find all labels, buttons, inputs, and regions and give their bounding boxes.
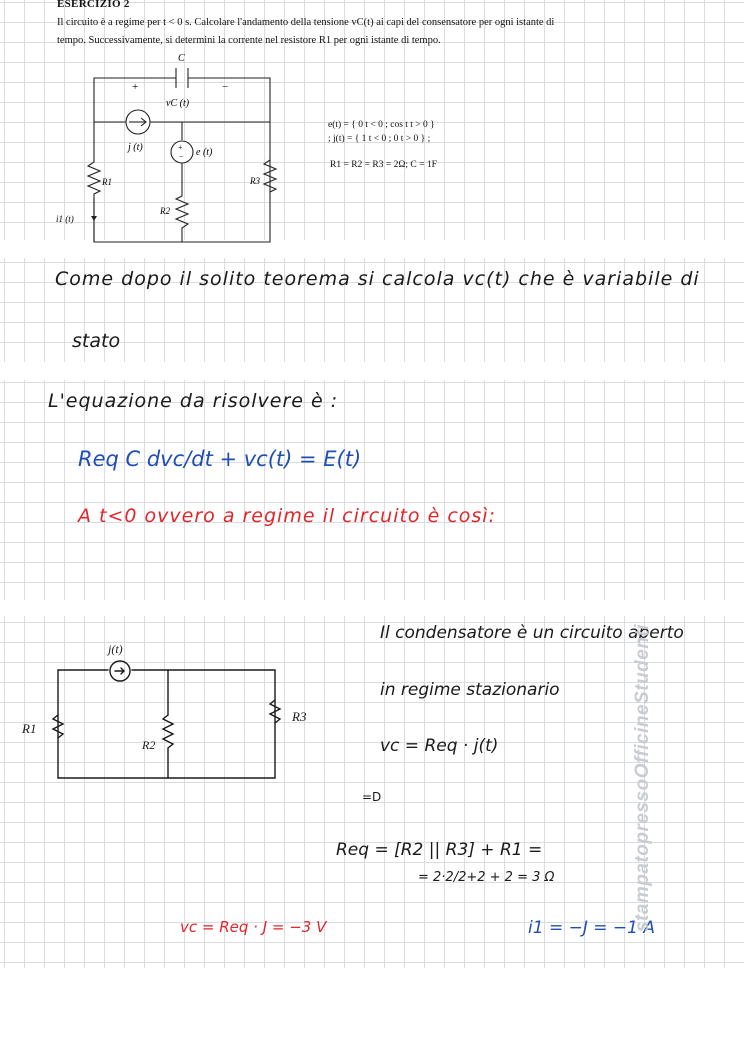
minus-sign: −	[222, 81, 229, 93]
note-line-2: L'equazione da risolvere è :	[48, 390, 339, 412]
source-definitions	[328, 118, 435, 146]
component-values: R1 = R2 = R3 = 2Ω; C = 1F	[330, 160, 437, 170]
capacitor-note-2: in regime stazionario	[380, 680, 560, 700]
implies-arrow: =D	[362, 790, 382, 804]
source-minus-sign: −	[179, 152, 184, 161]
page-gap	[0, 600, 744, 616]
page-gap	[0, 362, 744, 380]
i1-arrow-icon	[91, 216, 97, 221]
i1-label: i1 (t)	[56, 214, 74, 224]
r1-label: R1	[102, 177, 112, 187]
capacitor-label: C	[178, 53, 185, 64]
plus-sign: +	[132, 81, 139, 93]
i1-result: i1 = −J = −1 A	[528, 918, 655, 938]
watermark-text: stampatopressoOfficineStudenti	[632, 623, 653, 933]
note-line-1: Come dopo il solito teorema si calcola vc(t) che è variabile di	[55, 268, 700, 290]
source-plus-sign: +	[178, 143, 183, 152]
r3-label: R3	[250, 176, 260, 186]
equation-j: ; j(t) = { 1 t < 0 ; 0 t > 0 } ;	[328, 134, 431, 144]
note-line-1b: stato	[72, 330, 121, 352]
req-formula: Req = [R2 || R3] + R1 =	[336, 840, 543, 860]
vc-label: vC (t)	[166, 98, 190, 109]
r2-label: R2	[142, 738, 156, 752]
exercise-title: ESERCIZIO 2	[57, 0, 130, 10]
bottom-blank-area	[0, 968, 744, 1052]
r1-label: R1	[22, 721, 37, 736]
r2-label: R2	[160, 206, 170, 216]
voltage-source-label: e (t)	[196, 147, 213, 158]
source-label: j(t)	[108, 642, 123, 656]
differential-equation: Req C dvc/dt + vc(t) = E(t)	[78, 447, 362, 471]
vc-formula: vc = Req · j(t)	[380, 736, 499, 756]
r3-label: R3	[292, 709, 307, 724]
note-line-3: A t<0 ovvero a regime il circuito è così:	[78, 505, 496, 527]
current-source-label: j (t)	[128, 142, 143, 153]
vc-result: vc = Req · J = −3 V	[180, 918, 327, 936]
equation-e: e(t) = { 0 t < 0 ; cos t t > 0 }	[328, 120, 435, 130]
problem-statement: Il circuito è a regime per t < 0 s. Calcolare l'andamento della tensione vC(t) ai capi del consensatore per ogni istante di tempo. Successivamente, si determini la corrente nel resistore R1 per ogni istante di tempo.	[57, 17, 555, 46]
req-calculation: = 2·2/2+2 + 2 = 3 Ω	[418, 870, 555, 885]
capacitor-note-1: Il condensatore è un circuito aperto	[380, 623, 684, 643]
